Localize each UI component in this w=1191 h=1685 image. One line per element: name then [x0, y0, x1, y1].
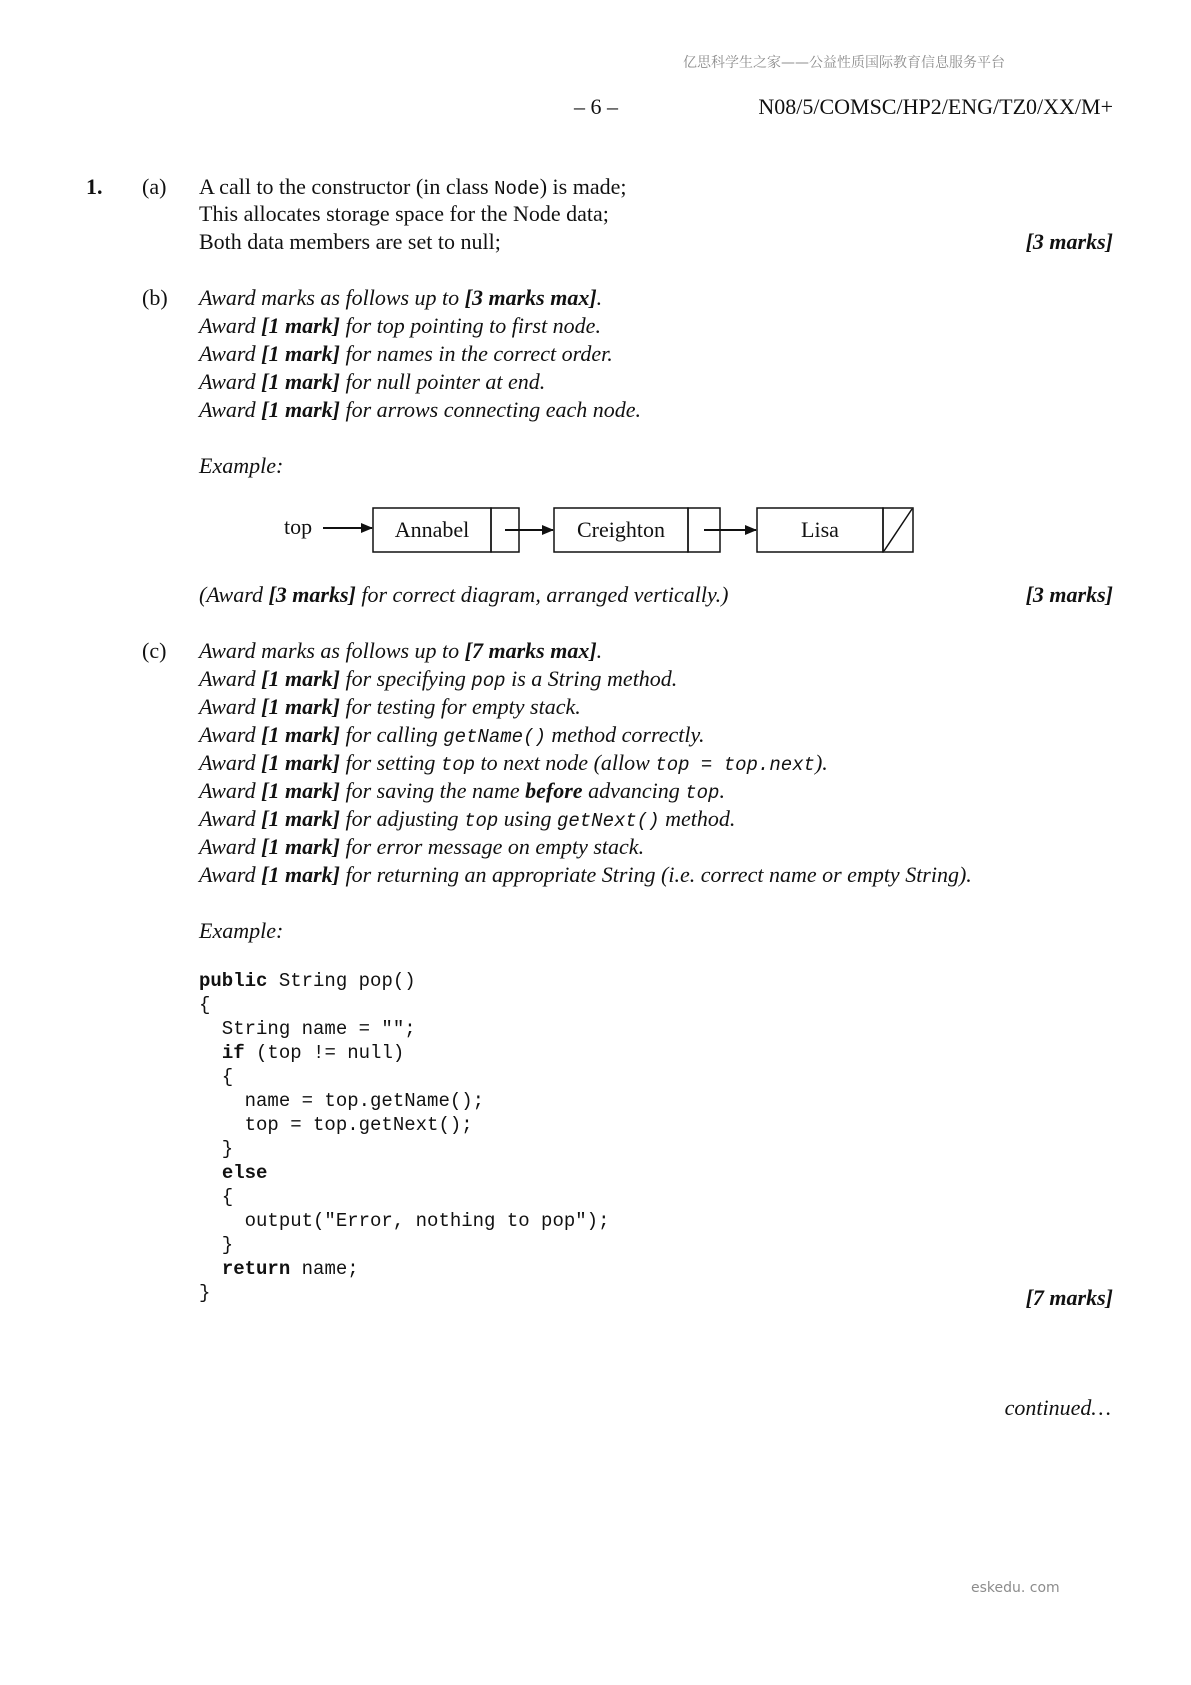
- part-b-marks: [3 marks]: [1025, 582, 1113, 607]
- node-2-label: Creighton: [577, 517, 665, 542]
- code-example: public String pop() { String name = ""; if (top != null) { name = top.getName(); top = top.getNext(); } else { output("Error, nothing to pop"); } return name; }: [199, 970, 610, 1304]
- part-c-intro: Award marks as follows up to [7 marks max].: [199, 638, 603, 663]
- part-c-item-1: Award [1 mark] for specifying pop is a String method.: [199, 666, 678, 692]
- part-c-item-8: Award [1 mark] for returning an appropriate String (i.e. correct name or empty String).: [199, 862, 972, 887]
- watermark-top: 亿思科学生之家——公益性质国际教育信息服务平台: [683, 55, 1005, 71]
- part-b-label: (b): [142, 285, 168, 310]
- part-b-note: (Award [3 marks] for correct diagram, arranged vertically.): [199, 582, 729, 607]
- part-c-item-7: Award [1 mark] for error message on empty stack.: [199, 834, 645, 859]
- part-a-line-3: Both data members are set to null;: [199, 229, 501, 254]
- part-c-label: (c): [142, 638, 167, 663]
- part-b-item-3: Award [1 mark] for null pointer at end.: [199, 369, 546, 394]
- continued-label: continued…: [1004, 1395, 1111, 1420]
- part-b-item-4: Award [1 mark] for arrows connecting each node.: [199, 397, 642, 422]
- part-c-example-label: Example:: [199, 918, 284, 943]
- part-c-item-4: Award [1 mark] for setting top to next node (allow top = top.next).: [199, 750, 828, 776]
- null-pointer-slash: [884, 509, 912, 551]
- part-a-line-2: This allocates storage space for the Node data;: [199, 201, 609, 226]
- part-c-item-5: Award [1 mark] for saving the name before advancing top.: [199, 778, 725, 804]
- part-a-label: (a): [142, 174, 167, 199]
- part-a-marks: [3 marks]: [1025, 229, 1113, 254]
- page-number: – 6 –: [574, 94, 618, 119]
- part-b-item-1: Award [1 mark] for top pointing to first node.: [199, 313, 601, 338]
- top-pointer-label: top: [284, 514, 313, 539]
- part-b-intro: Award marks as follows up to [3 marks max].: [199, 285, 603, 310]
- node-1-label: Annabel: [394, 517, 470, 542]
- node-3-label: Lisa: [801, 517, 839, 542]
- watermark-bottom: eskedu. com: [971, 1580, 1060, 1596]
- part-b-item-2: Award [1 mark] for names in the correct order.: [199, 341, 613, 366]
- paper-code: N08/5/COMSC/HP2/ENG/TZ0/XX/M+: [758, 94, 1113, 119]
- part-a-line-1: A call to the constructor (in class Node) is made;: [199, 174, 627, 200]
- part-c-item-3: Award [1 mark] for calling getName() method correctly.: [199, 722, 705, 748]
- linked-list-diagram: [270, 500, 920, 560]
- part-c-item-2: Award [1 mark] for testing for empty stack.: [199, 694, 581, 719]
- part-c-item-6: Award [1 mark] for adjusting top using getNext() method.: [199, 806, 736, 832]
- part-b-example-label: Example:: [199, 453, 284, 478]
- part-c-marks: [7 marks]: [1025, 1285, 1113, 1310]
- question-number: 1.: [86, 174, 103, 199]
